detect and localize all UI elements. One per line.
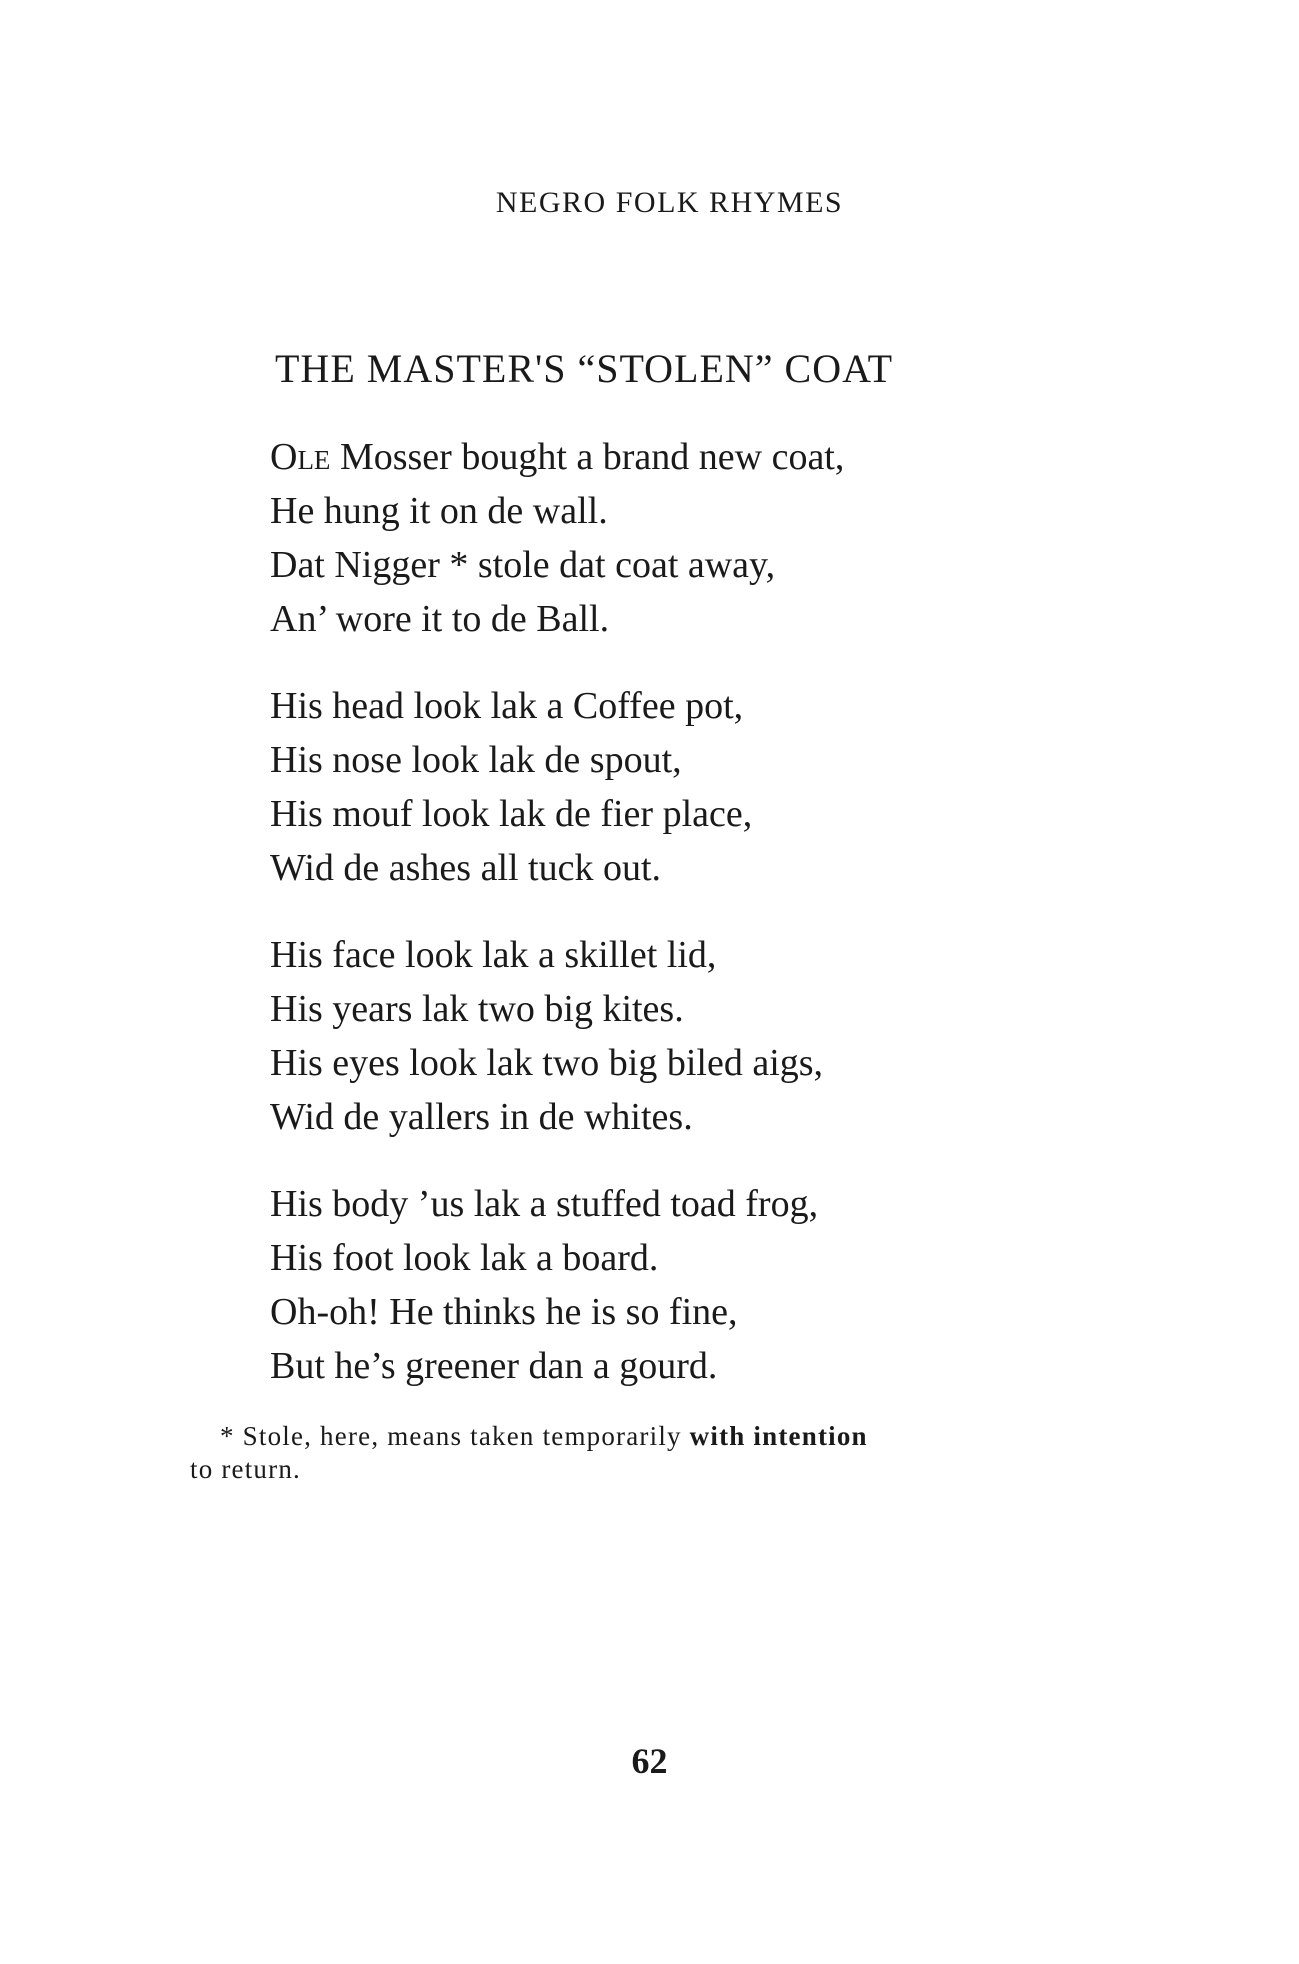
page-number: 62 (631, 1741, 668, 1781)
poem-line: His mouf look lak de fier place, (270, 793, 753, 835)
poem-line-rest: Mosser bought a brand new coat, (330, 436, 845, 478)
poem-line: His foot look lak a board. (270, 1237, 659, 1279)
poem-line: His head look lak a Coffee pot, (270, 685, 744, 727)
footnote (190, 1420, 1090, 1486)
stanza-2 (270, 679, 1030, 895)
running-head: NEGRO FOLK RHYMES (495, 186, 844, 219)
poem-line-opening-word: Ole (270, 436, 331, 478)
poem-line: Wid de ashes all tuck out. (270, 847, 662, 889)
poem-line: Wid de yallers in de whites. (270, 1096, 693, 1138)
footnote-continuation: to return. (190, 1454, 301, 1484)
poem-line: His nose look lak de spout, (270, 739, 682, 781)
stanza-1 (270, 430, 1030, 646)
poem-line: His body ’us lak a stuffed toad frog, (270, 1183, 819, 1225)
poem-line: Dat Nigger * stole dat coat away, (270, 544, 776, 586)
footnote-text: Stole, here, means taken temporarily (242, 1421, 690, 1451)
footnote-marker: * (220, 1421, 235, 1451)
footnote-text-bold: with intention (689, 1421, 868, 1451)
stanza-4 (270, 1177, 1030, 1393)
poem-line: His years lak two big kites. (270, 988, 684, 1030)
poem-line: An’ wore it to de Ball. (270, 598, 610, 640)
poem-line: But he’s greener dan a gourd. (270, 1345, 718, 1387)
footnote-first-line (190, 1420, 1090, 1453)
stanza-3 (270, 928, 1030, 1144)
poem-title: THE MASTER'S “STOLEN” COAT (275, 346, 894, 391)
poem-line: Oh-oh! He thinks he is so fine, (270, 1291, 738, 1333)
poem-line (270, 430, 1030, 484)
poem-body (270, 430, 1030, 1426)
poem-line: His face look lak a skillet lid, (270, 934, 717, 976)
poem-line: His eyes look lak two big biled aigs, (270, 1042, 824, 1084)
poem-line: He hung it on de wall. (270, 490, 608, 532)
